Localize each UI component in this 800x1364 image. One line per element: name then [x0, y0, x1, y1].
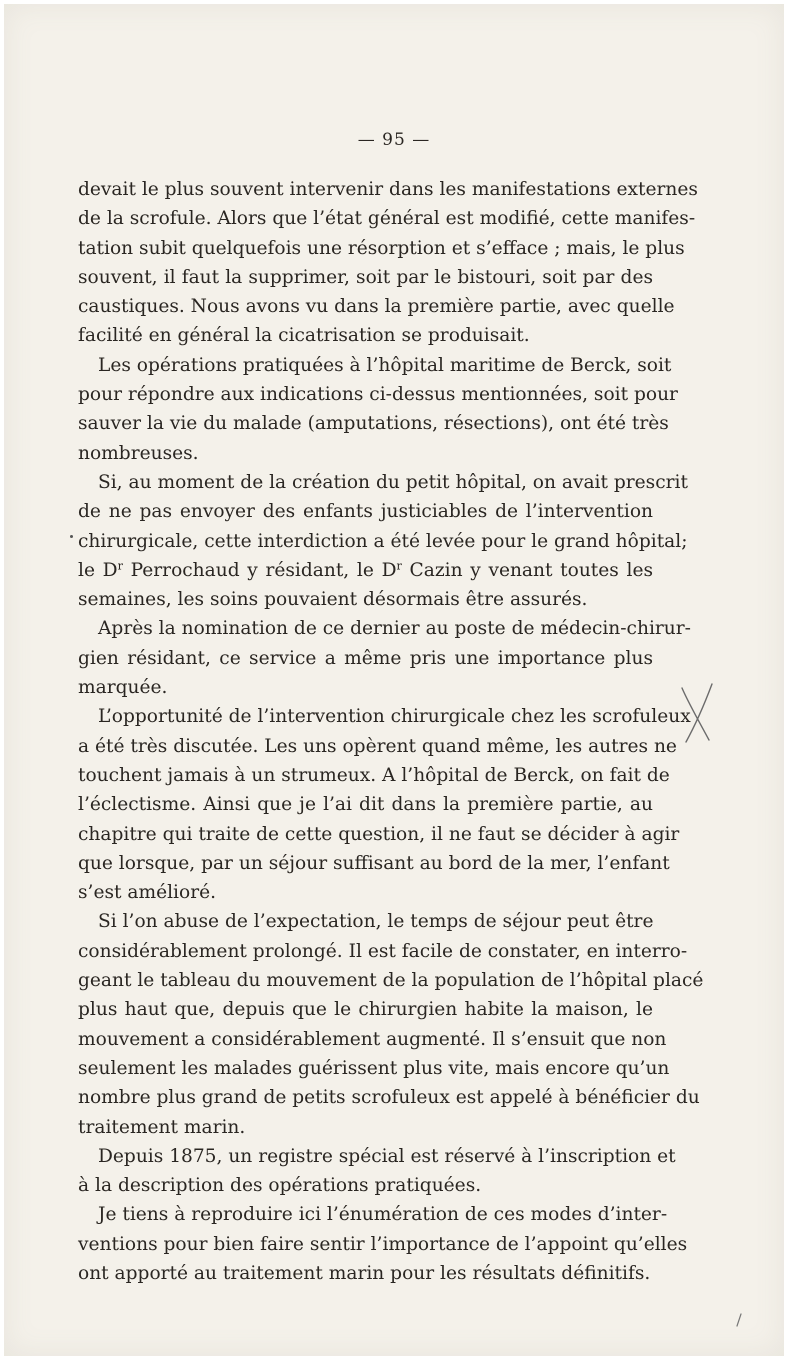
paragraph	[78, 907, 704, 1141]
text-line: touchent jamais à un strumeux. A l’hôpital de Berck, on fait de	[78, 764, 670, 786]
text-line: pour répondre aux indications ci-dessus mentionnées, soit pour	[78, 384, 678, 406]
paragraph	[78, 175, 698, 351]
text-line: chirurgicale, cette interdiction a été levée pour le grand hôpital;	[78, 530, 688, 552]
text-line: devait le plus souvent intervenir dans les manifestations externes	[78, 179, 698, 200]
text-line: de ne pas envoyer des enfants justiciables de l’intervention	[78, 501, 653, 523]
text-line: semaines, les soins pouvaient désormais être assurés.	[78, 589, 588, 611]
body-text	[78, 175, 704, 1288]
text-line: Les opérations pratiquées à l’hôpital maritime de Berck, soit	[98, 354, 672, 376]
superscript-r: r	[396, 559, 402, 573]
paragraph	[78, 351, 678, 468]
text-line: nombre plus grand de petits scrofuleux est appelé à bénéficier du	[78, 1087, 700, 1109]
text-line: le $D^r$ Perrochaud y résidant, le $D^r$ Cazin y venant toutes les	[78, 559, 653, 581]
margin-x-annotation	[676, 680, 716, 750]
text-line: mouvement a considérablement augmenté. Il s’ensuit que non	[78, 1028, 667, 1050]
ink-speck	[70, 535, 73, 538]
book-page	[4, 4, 784, 1356]
text-line: caustiques. Nous avons vu dans la première partie, avec quelle	[78, 296, 675, 318]
paragraph	[78, 702, 691, 907]
text-line: geant le tableau du mouvement de la population de l’hôpital placé	[78, 970, 704, 992]
text-line: plus haut que, depuis que le chirurgien habite la maison, le	[78, 999, 653, 1021]
text-line: de la scrofule. Alors que l’état général est modifié, cette manifes-	[78, 208, 696, 230]
text-line: chapitre qui traite de cette question, il ne faut se décider à agir	[78, 823, 680, 845]
text-line: à la description des opérations pratiquées.	[78, 1175, 482, 1197]
superscript-r: r	[117, 559, 123, 573]
text-line: traitement marin.	[78, 1116, 246, 1138]
text-line: L’opportunité de l’intervention chirurgicale chez les scrofuleux	[98, 706, 691, 728]
text-line: Si, au moment de la création du petit hôpital, on avait prescrit	[98, 471, 688, 493]
text-line: ventions pour bien faire sentir l’importance de l’appoint qu’elles	[78, 1233, 688, 1255]
page-number: — 95 —	[357, 130, 431, 150]
pencil-tick-mark	[734, 1312, 744, 1328]
text-line: tation subit quelquefois une résorption et s’efface ; mais, le plus	[78, 237, 685, 259]
text-line: Je tiens à reproduire ici l’énumération de ces modes d’inter-	[98, 1204, 668, 1226]
text-line: sauver la vie du malade (amputations, résections), ont été très	[78, 413, 669, 435]
paragraph	[78, 1142, 676, 1201]
paragraph	[78, 1200, 688, 1288]
text-line: que lorsque, par un séjour suffisant au bord de la mer, l’enfant	[78, 852, 670, 874]
text-line: marquée.	[78, 677, 168, 699]
text-line: a été très discutée. Les uns opèrent quand même, les autres ne	[78, 735, 677, 757]
text-line: souvent, il faut la supprimer, soit par le bistouri, soit par des	[78, 266, 653, 288]
text-line: l’éclectisme. Ainsi que je l’ai dit dans la première partie, au	[78, 794, 653, 816]
text-line: gien résidant, ce service a même pris une importance plus	[78, 647, 653, 669]
text-line: Après la nomination de ce dernier au poste de médecin-chirur-	[98, 618, 691, 640]
text-line: seulement les malades guérissent plus vite, mais encore qu’un	[78, 1057, 670, 1079]
text-line: considérablement prolongé. Il est facile de constater, en interro-	[78, 940, 688, 962]
text-line: Si l’on abuse de l’expectation, le temps de séjour peut être	[98, 911, 654, 933]
paragraph	[78, 468, 688, 614]
text-line: facilité en général la cicatrisation se produisait.	[78, 325, 530, 347]
text-line: Depuis 1875, un registre spécial est réservé à l’inscription et	[98, 1145, 676, 1167]
paragraph	[78, 614, 691, 702]
text-line: nombreuses.	[78, 442, 199, 464]
text-line: s’est amélioré.	[78, 882, 216, 904]
text-line: ont apporté au traitement marin pour les résultats définitifs.	[78, 1262, 651, 1284]
